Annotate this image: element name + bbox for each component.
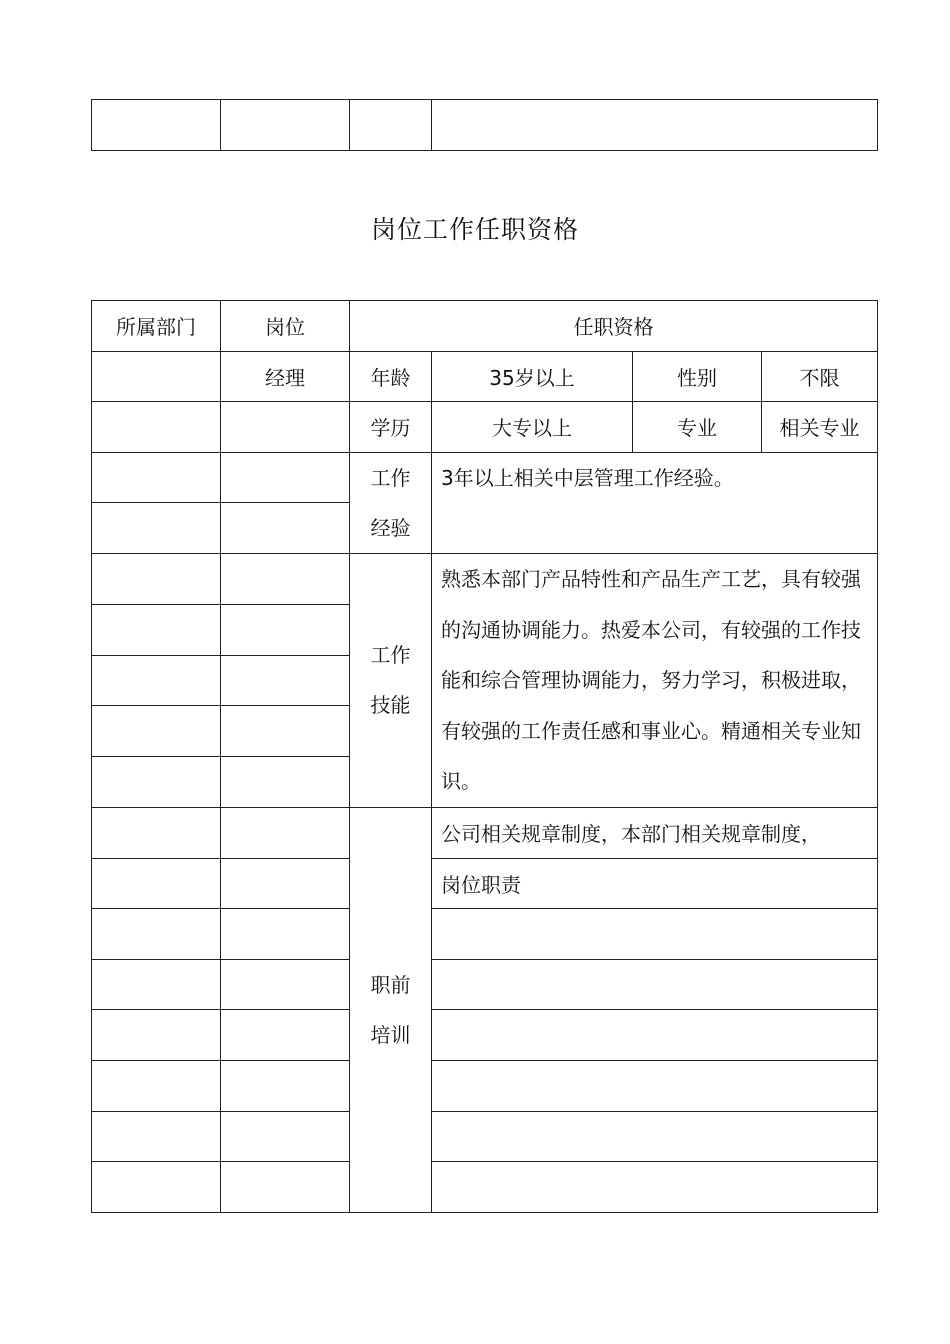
table-row [92, 100, 878, 151]
table-row [92, 1060, 878, 1111]
skills-text: 熟悉本部门产品特性和产品生产工艺，具有较强的沟通协调能力。热爱本公司，有较强的工作技能和综合管理协调能力，努力学习，积极进取，有较强的工作责任感和事业心。精通相关专业知识。 [432, 553, 878, 807]
department-cell [92, 757, 221, 808]
table-header-row [92, 301, 878, 352]
position-cell [221, 1162, 350, 1213]
position-cell [221, 1111, 350, 1162]
header-position: 岗位 [221, 301, 350, 352]
training-empty-line [432, 1060, 878, 1111]
header-qualifications: 任职资格 [350, 301, 878, 352]
department-cell [92, 807, 221, 858]
table-row [92, 351, 878, 402]
table-row [92, 1111, 878, 1162]
qualification-table [91, 300, 878, 1213]
skills-label-line2: 技能 [370, 693, 411, 718]
department-cell [92, 858, 221, 909]
department-cell [92, 1162, 221, 1213]
table-row [92, 909, 878, 960]
position-cell [221, 706, 350, 757]
empty-cell [350, 100, 432, 151]
age-value: 35岁以上 [432, 351, 633, 402]
training-empty-line [432, 909, 878, 960]
department-cell [92, 604, 221, 655]
skills-label [350, 553, 432, 807]
table-row [92, 452, 878, 503]
training-empty-line [432, 1162, 878, 1213]
major-label: 专业 [633, 402, 762, 453]
training-label-line2: 培训 [370, 1022, 411, 1047]
position-cell [221, 655, 350, 706]
department-cell [92, 452, 221, 503]
position-cell [221, 452, 350, 503]
department-cell [92, 1060, 221, 1111]
training-empty-line [432, 1010, 878, 1061]
education-label: 学历 [350, 402, 432, 453]
position-cell [221, 402, 350, 453]
table-row [92, 959, 878, 1010]
training-empty-line [432, 1111, 878, 1162]
position-value: 经理 [221, 351, 350, 402]
experience-text: 3年以上相关中层管理工作经验。 [432, 452, 878, 553]
table-row [92, 553, 878, 604]
page-title: 岗位工作任职资格 [370, 215, 579, 244]
position-cell [221, 503, 350, 554]
header-department: 所属部门 [92, 301, 221, 352]
training-label [350, 807, 432, 1212]
empty-cell [92, 100, 221, 151]
age-label: 年龄 [350, 351, 432, 402]
experience-label-line1: 工作 [370, 465, 411, 490]
skills-label-line1: 工作 [370, 643, 411, 668]
training-empty-line [432, 959, 878, 1010]
department-cell [92, 655, 221, 706]
training-line-1: 公司相关规章制度，本部门相关规章制度， [432, 807, 878, 858]
position-cell [221, 1060, 350, 1111]
department-cell [92, 1111, 221, 1162]
department-cell [92, 503, 221, 554]
empty-cell [432, 100, 878, 151]
department-cell [92, 351, 221, 402]
department-cell [92, 1010, 221, 1061]
table-row [92, 1162, 878, 1213]
empty-cell [221, 100, 350, 151]
table-row [92, 858, 878, 909]
department-cell [92, 553, 221, 604]
education-value: 大专以上 [432, 402, 633, 453]
experience-label [350, 452, 432, 553]
department-cell [92, 909, 221, 960]
experience-label-line2: 经验 [370, 515, 411, 540]
position-cell [221, 604, 350, 655]
gender-label: 性别 [633, 351, 762, 402]
position-cell [221, 959, 350, 1010]
position-cell [221, 1010, 350, 1061]
position-cell [221, 807, 350, 858]
department-cell [92, 706, 221, 757]
previous-table-fragment [91, 99, 878, 151]
position-cell [221, 909, 350, 960]
table-row [92, 402, 878, 453]
department-cell [92, 402, 221, 453]
table-row [92, 1010, 878, 1061]
position-cell [221, 858, 350, 909]
major-value: 相关专业 [762, 402, 878, 453]
position-cell [221, 553, 350, 604]
table-row [92, 807, 878, 858]
training-line-2: 岗位职责 [432, 858, 878, 909]
position-cell [221, 757, 350, 808]
department-cell [92, 959, 221, 1010]
gender-value: 不限 [762, 351, 878, 402]
training-label-line1: 职前 [370, 972, 411, 997]
